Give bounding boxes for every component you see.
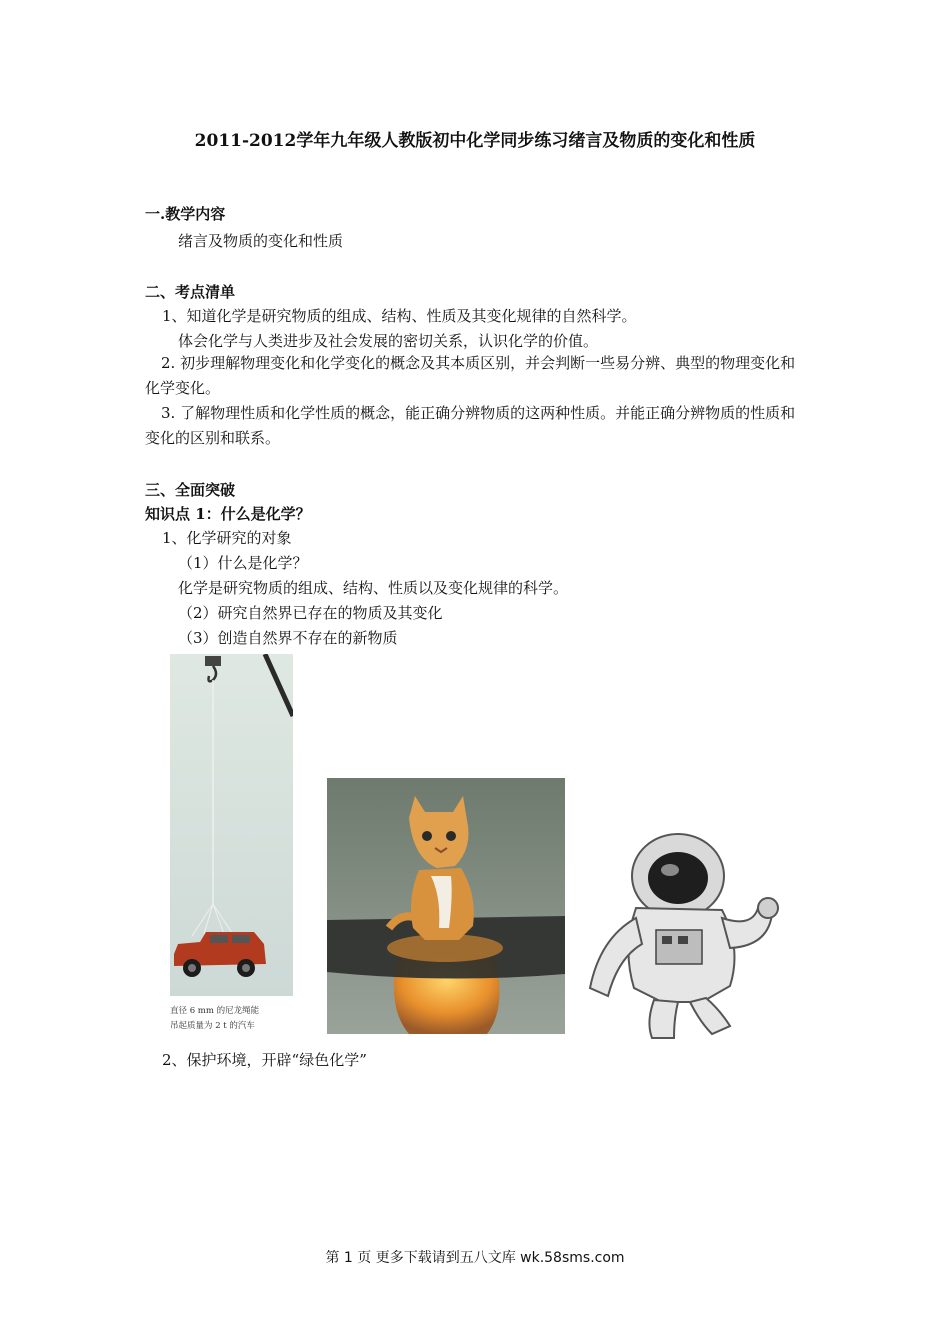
point-3: （3）创造自然界不存在的新物质 <box>178 629 398 647</box>
answer-1: 化学是研究物质的组成、结构、性质以及变化规律的科学。 <box>178 579 569 597</box>
nylon-rope-car-figure <box>170 654 293 1036</box>
astronaut-illustration <box>582 818 786 1040</box>
knowledge-point-heading: 知识点 1：什么是化学？ <box>145 505 311 523</box>
section-2-heading: 二、考点清单 <box>145 283 236 301</box>
kitten-flame-figure <box>327 778 565 1034</box>
section-1-content: 绪言及物质的变化和性质 <box>178 232 344 250</box>
crane-car-illustration <box>170 654 293 996</box>
subsection-heading: 1、化学研究的对象 <box>162 529 292 547</box>
question-1: （1）什么是化学？ <box>178 554 308 572</box>
subsection-heading: 2、保护环境，开辟“绿色化学” <box>162 1051 367 1069</box>
section-1-heading: 一.教学内容 <box>145 205 226 223</box>
list-item-continuation: 体会化学与人类进步及社会发展的密切关系，认识化学的价值。 <box>178 332 599 350</box>
figure-caption: 吊起质量为 2 t 的汽车 <box>170 1021 255 1031</box>
section-3-heading: 三、全面突破 <box>145 481 236 499</box>
page-footer: 第 1 页 更多下载请到五八文库 wk.58sms.com <box>325 1250 625 1266</box>
list-item: 1、知道化学是研究物质的组成、结构、性质及其变化规律的自然科学。 <box>162 307 637 325</box>
page-title: 2011-2012学年九年级人教版初中化学同步练习绪言及物质的变化和性质 <box>194 131 756 151</box>
kitten-on-plate-illustration <box>327 778 565 1034</box>
point-2: （2）研究自然界已存在的物质及其变化 <box>178 604 443 622</box>
figure-caption: 直径 6 mm 的尼龙绳能 <box>170 1006 260 1016</box>
astronaut-figure <box>582 818 786 1040</box>
list-item: 3. 了解物理性质和化学性质的概念，能正确分辨物质的这两种性质。并能正确分辨物质的性质和变化的区别和联系。 <box>145 404 796 447</box>
list-item: 2. 初步理解物理变化和化学变化的概念及其本质区别，并会判断一些易分辨、典型的物理变化和化学变化。 <box>145 354 796 397</box>
